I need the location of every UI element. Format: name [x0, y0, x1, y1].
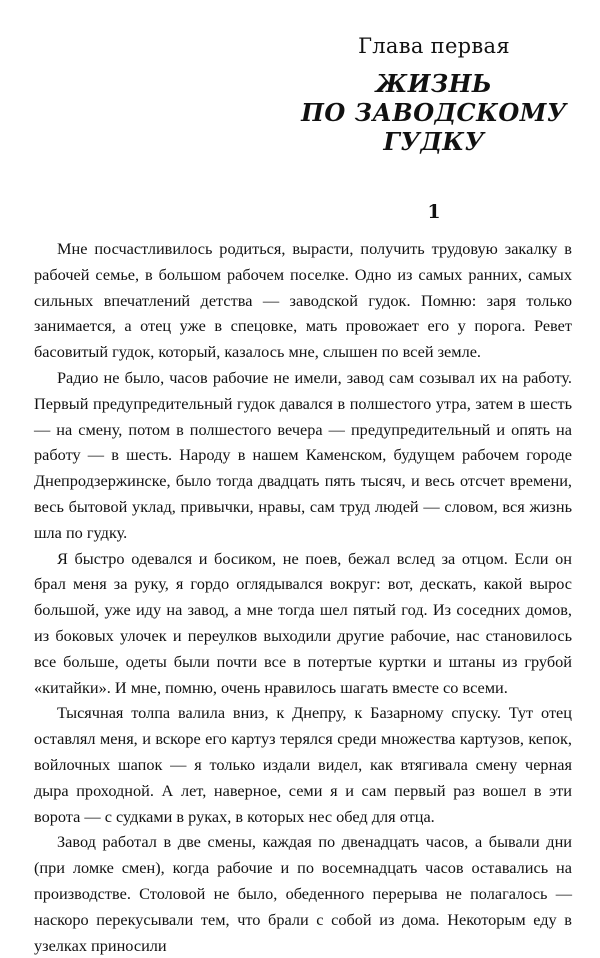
- chapter-label: Глава первая: [358, 34, 510, 58]
- paragraph: Тысячная толпа валила вниз, к Днепру, к Базарному спуску. Тут отец оставлял меня, и вскоре его картуз терялся среди множества картузов, кепок, войлочных шапок — я только издали видел, как втягивала смену черная дыра проходной. А лет, наверное, семи я и сам первый раз вошел в эти ворота — с судками в руках, в которых нес обед для отца.: [34, 703, 572, 826]
- chapter-title-line: ГУДКУ: [383, 127, 485, 156]
- paragraph: Радио не было, часов рабочие не имели, завод сам созывал их на работу. Первый предупредительный гудок давался в полшестого утра, затем в шесть — на смену, потом в полшестого вечера — предупредительный и опять на работу — в шесть. Народу в нашем Каменском, будущем рабочем городе Днепродзержинске, было тогда двадцать пять тысяч, и весь отсчет времени, весь бытовой уклад, привычки, нравы, сам труд людей — словом, вся жизнь шла по гудку.: [34, 367, 572, 542]
- chapter-title-line: ПО ЗАВОДСКОМУ: [301, 98, 567, 127]
- chapter-title: [300, 69, 568, 156]
- chapter-title-line: ЖИЗНЬ: [375, 69, 493, 98]
- paragraph: Завод работал в две смены, каждая по двенадцать часов, а бывали дни (при ломке смен), когда рабочие и по восемнадцать часов оставались на производстве. Столовой не было, обеденного перерыва не полагалось — наскоро перекусывали тем, что брали с собой из дома. Некоторым еду в узелках приносили: [34, 832, 572, 955]
- body-text: [34, 236, 572, 958]
- section-number: 1: [427, 201, 441, 223]
- paragraph: Мне посчастливилось родиться, вырасти, получить трудовую закалку в рабочей семье, в большом рабочем поселке. Одно из самых ранних, самых сильных впечатлений детства — заводской гудок. Помню: заря только занимается, а отец уже в спецовке, мать провожает его у порога. Ревет басовитый гудок, который, казалось мне, слышен по всей земле.: [34, 239, 572, 362]
- paragraph: Я быстро одевался и босиком, не поев, бежал вслед за отцом. Если он брал меня за руку, я гордо оглядывался вокруг: вот, дескать, какой вырос большой, уже иду на завод, а мне тогда шел пятый год. Из соседних домов, из боковых улочек и переулков выходили другие рабочие, нас становилось все больше, одеты были почти все в потертые куртки и штаны из грубой «китайки». И мне, помню, очень нравилось шагать вместе со всеми.: [34, 548, 572, 697]
